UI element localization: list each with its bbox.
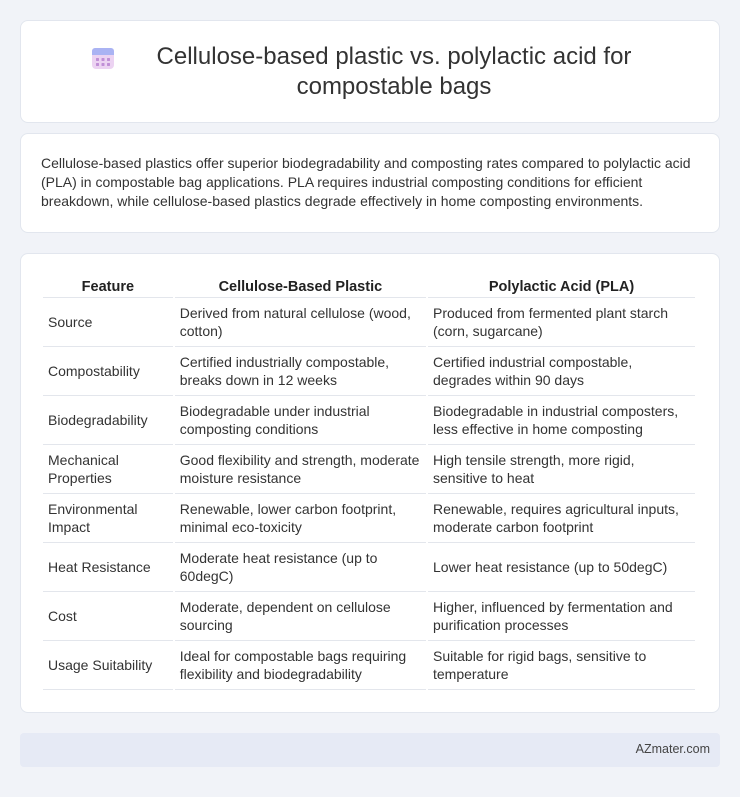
footer-brand-link[interactable]: AZmater.com [635, 742, 710, 756]
pla-cell: Lower heat resistance (up to 50degC) [428, 543, 695, 592]
title-wrap [90, 42, 650, 102]
cellulose-cell: Moderate, dependent on cellulose sourcing [175, 592, 426, 641]
feature-cell: Source [43, 298, 173, 347]
feature-cell: Mechanical Properties [43, 445, 173, 494]
cellulose-cell: Certified industrially compostable, breaks down in 12 weeks [175, 347, 426, 396]
table-row [43, 494, 695, 543]
cellulose-cell: Good flexibility and strength, moderate moisture resistance [175, 445, 426, 494]
feature-cell: Environmental Impact [43, 494, 173, 543]
pla-cell: Biodegradable in industrial composters, less effective in home composting [428, 396, 695, 445]
comparison-table-card [20, 253, 720, 713]
page-title: Cellulose-based plastic vs. polylactic acid for compostable bags [156, 42, 632, 100]
cellulose-cell: Biodegradable under industrial composting conditions [175, 396, 426, 445]
table-row [43, 592, 695, 641]
pla-cell: Suitable for rigid bags, sensitive to temperature [428, 641, 695, 690]
feature-cell: Compostability [43, 347, 173, 396]
title-card [20, 20, 720, 123]
table-row [43, 347, 695, 396]
table-header-row [43, 274, 695, 298]
table-row [43, 543, 695, 592]
cellulose-cell: Derived from natural cellulose (wood, cotton) [175, 298, 426, 347]
comparison-table [41, 274, 697, 690]
pla-cell: High tensile strength, more rigid, sensitive to heat [428, 445, 695, 494]
pla-cell: Higher, influenced by fermentation and purification processes [428, 592, 695, 641]
header-pla: Polylactic Acid (PLA) [428, 274, 695, 298]
pla-cell: Produced from fermented plant starch (corn, sugarcane) [428, 298, 695, 347]
table-row [43, 298, 695, 347]
header-cellulose: Cellulose-Based Plastic [175, 274, 426, 298]
feature-cell: Biodegradability [43, 396, 173, 445]
footer-bar [20, 733, 720, 767]
header-feature: Feature [43, 274, 173, 298]
table-row [43, 396, 695, 445]
summary-text: Cellulose-based plastics offer superior biodegradability and composting rates compared to polylactic acid (PLA) in compostable bag applications. PLA requires industrial composting conditions for efficient breakdown, while cellulose-based plastics degrade effectively in home composting environments. [41, 155, 691, 209]
pla-cell: Certified industrial compostable, degrades within 90 days [428, 347, 695, 396]
table-row [43, 445, 695, 494]
feature-cell: Heat Resistance [43, 543, 173, 592]
feature-cell: Usage Suitability [43, 641, 173, 690]
table-row [43, 641, 695, 690]
calendar-icon [90, 45, 116, 71]
feature-cell: Cost [43, 592, 173, 641]
summary-card [20, 133, 720, 233]
cellulose-cell: Moderate heat resistance (up to 60degC) [175, 543, 426, 592]
pla-cell: Renewable, requires agricultural inputs, moderate carbon footprint [428, 494, 695, 543]
cellulose-cell: Renewable, lower carbon footprint, minimal eco-toxicity [175, 494, 426, 543]
cellulose-cell: Ideal for compostable bags requiring flexibility and biodegradability [175, 641, 426, 690]
